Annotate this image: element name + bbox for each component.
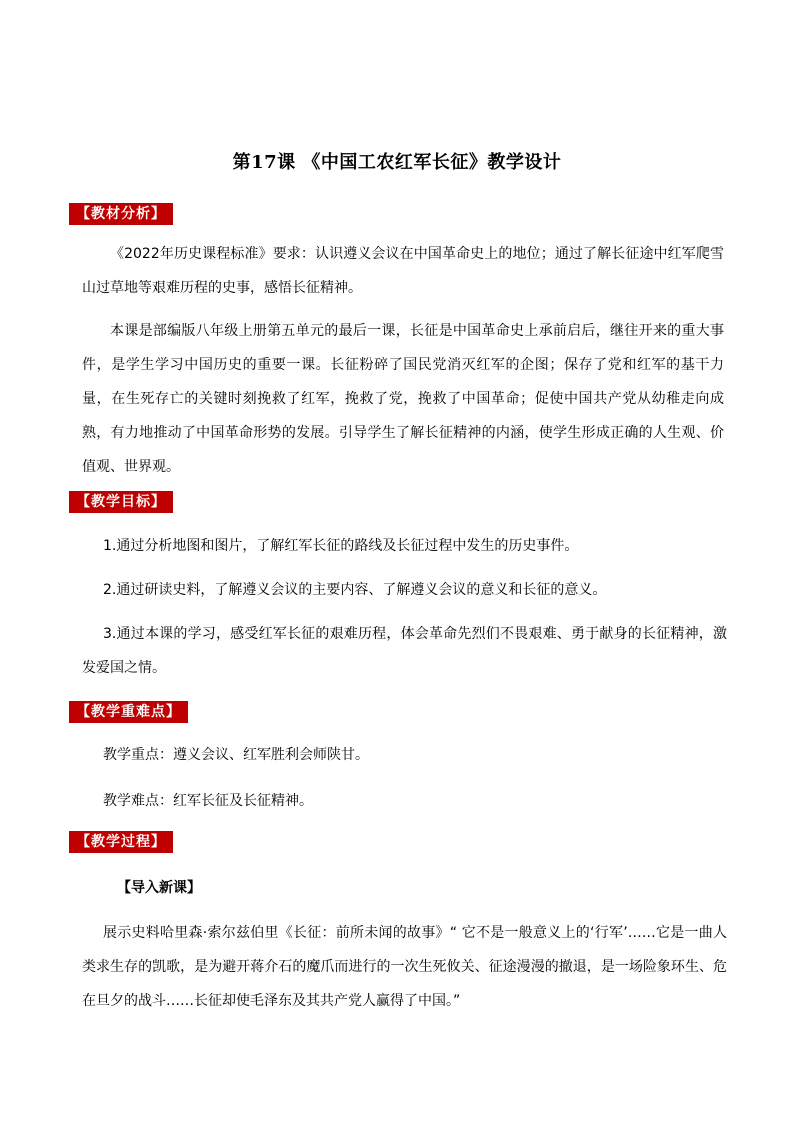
teaching-goal-item-3: 3.通过本课的学习，感受红军长征的艰难历程，体会革命先烈们不畏艰难、勇于献身的长征精神，激发爱国之情。: [82, 626, 727, 676]
material-analysis-paragraph-2: 本课是部编版八年级上册第五单元的最后一课，长征是中国革命史上承前启后，继往开来的重大事件，是学生学习中国历史的重要一课。长征粉碎了国民党消灭红军的企图；保存了党和红军的基干力量，在生死存亡的关键时刻挽救了红军，挽救了党，挽救了中国革命；促使中国共产党从幼稚走向成熟，有力地推动了中国革命形势的发展。引导学生了解长征精神的内涵，使学生形成正确的人生观、价值观、世界观。: [82, 323, 724, 475]
section-label-material-analysis: 【教材分析】: [69, 203, 173, 225]
intro-paragraph: 展示史料哈里森·索尔兹伯里《长征：前所未闻的故事》“ 它不是一般意义上的‘行军’……它是一曲人类求生存的凯歌，是为避开蒋介石的魔爪而进行的一次生死攸关、征途漫漫的撤退，是一场险象环生、危在旦夕的战斗……长征却使毛泽东及其共产党人赢得了中国。”: [82, 925, 727, 1009]
section-label-key-points: 【教学重难点】: [69, 701, 188, 723]
document-title: 第17课 《中国工农红军长征》教学设计: [232, 152, 562, 173]
teaching-difficulty: 教学难点：红军长征及长征精神。: [103, 793, 313, 809]
subheading-intro: 【导入新课】: [117, 880, 201, 896]
section-label-teaching-goals: 【教学目标】: [69, 491, 173, 513]
section-label-teaching-process: 【教学过程】: [69, 831, 173, 853]
teaching-focus: 教学重点：遵义会议、红军胜利会师陕甘。: [103, 747, 369, 763]
teaching-goal-item-2: 2.通过研读史料，了解遵义会议的主要内容、了解遵义会议的意义和长征的意义。: [103, 582, 607, 598]
material-analysis-paragraph-1: 《2022年历史课程标准》要求：认识遵义会议在中国革命史上的地位；通过了解长征途中红军爬雪山过草地等艰难历程的史事，感悟长征精神。: [82, 246, 724, 296]
teaching-goal-item-1: 1.通过分析地图和图片，了解红军长征的路线及长征过程中发生的历史事件。: [103, 538, 579, 554]
